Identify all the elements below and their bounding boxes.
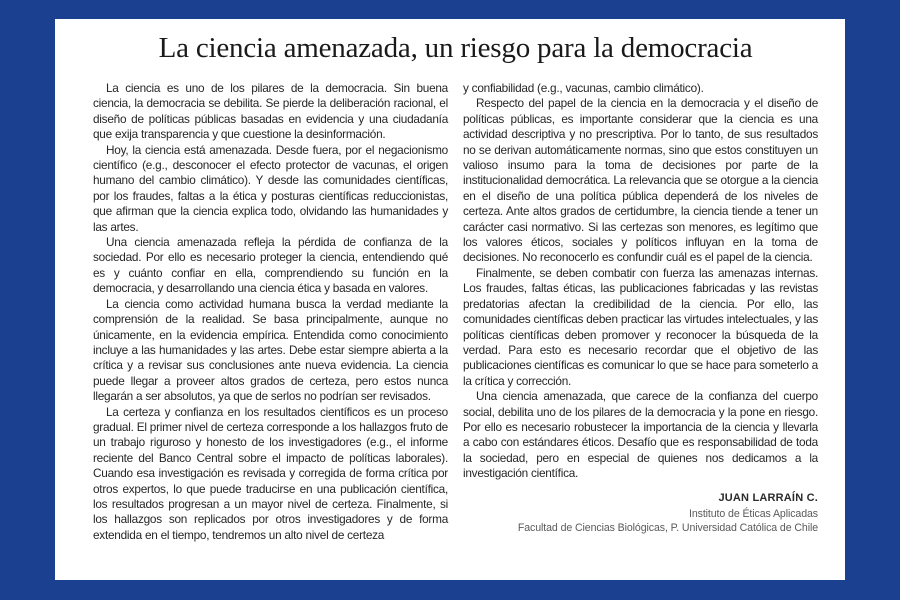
article-paragraph: Una ciencia amenazada, que carece de la confianza del cuerpo social, debilita uno de los pilares de la democracia y la pone en riesgo. Por ello es necesario robustecer la importancia de la ciencia y llevarla a cabo con estándares éticos. Desafío que es responsabilidad de toda la sociedad, pero en especial de quienes nos dedicamos a la investigación científica.	[463, 389, 818, 481]
left-column	[93, 81, 448, 543]
article-paragraph: y confiabilidad (e.g., vacunas, cambio climático).	[463, 81, 704, 95]
article-paragraph: Una ciencia amenazada refleja la pérdida de confianza de la sociedad. Por ello es necesario proteger la ciencia, entendiendo qué es y cuánto confiar en ella, comprendiendo su función en la democracia, y desarrollando una ciencia ética y basada en valores.	[93, 235, 448, 296]
article-paragraph: Finalmente, se deben combatir con fuerza las amenazas internas. Los fraudes, faltas éticas, las publicaciones fabricadas y las revistas predatorias afectan la credibilidad de la ciencia. Por ello, las comunidades científicas deben practicar las virtudes intelectuales, y las políticas científicas deben promover y reconocer la búsqueda de la verdad. Para esto es necesario recordar que el objetivo de las publicaciones científicas es comunicar lo que se hace para someterlo a la crítica y corrección.	[463, 265, 818, 388]
right-column	[463, 81, 818, 543]
article-paragraph: La ciencia es uno de los pilares de la democracia. Sin buena ciencia, la democracia se debilita. Se pierde la deliberación racional, el diseño de políticas públicas basadas en evidencia y una ciudadanía que exija transparencia y que cuestione la desinformación.	[93, 81, 448, 142]
right-column-paragraphs	[463, 81, 818, 482]
byline-affiliation-2: Facultad de Ciencias Biológicas, P. Universidad Católica de Chile	[517, 521, 818, 534]
article-paragraph: La ciencia como actividad humana busca la verdad mediante la comprensión de la realidad. Se basa principalmente, aunque no únicamente, en la evidencia empírica. Entendida como conocimiento incluye a las humanidades y las artes. Debe estar siempre abierta a la crítica y a revisar sus conclusiones ante nueva evidencia. La ciencia puede llegar a proveer altos grados de certeza, pero estos nunca llegarán a ser absolutos, ya que de serlos no podrían ser revisados.	[93, 296, 448, 404]
article-card	[55, 19, 845, 580]
article-paragraph: La certeza y confianza en los resultados científicos es un proceso gradual. El primer nivel de certeza corresponde a los hallazgos fruto de un trabajo riguroso y honesto de los investigadores (e.g., el informe reciente del Banco Central sobre el impacto de políticas laborales). Cuando esa investigación es revisada y corregida de forma crítica por otros expertos, lo que puede traducirse en una publicación científica, los resultados progresan a un mayor nivel de certeza. Finalmente, si los hallazgos son replicados por otros investigadores y de forma extendida en el tiempo, tendremos un alto nivel de certeza	[93, 404, 448, 542]
article-paragraph: Respecto del papel de la ciencia en la democracia y el diseño de políticas públicas, es importante considerar que la ciencia es una actividad descriptiva y no prescriptiva. Por lo tanto, de sus resultados no se derivan automáticamente normas, sino que estos constituyen un valioso insumo para la toma de decisiones por parte de la institucionalidad democrática. La relevancia que se otorgue a la ciencia en el diseño de una política pública dependerá de los niveles de certeza. Ante altos grados de certidumbre, la ciencia tiende a tener un carácter casi normativo. Si las certezas son menores, es legítimo que los valores éticos, sociales y políticos influyan en la toma de decisiones. No reconocerlo es confundir cuál es el papel de la ciencia.	[463, 96, 818, 265]
article-title: La ciencia amenazada, un riesgo para la democracia	[158, 32, 753, 64]
article-paragraph: Hoy, la ciencia está amenazada. Desde fuera, por el negacionismo científico (e.g., desconocer el efecto protector de vacunas, el origen humano del cambio climático). Y desde las comunidades científicas, por los fraudes, faltas a la ética y posturas científicas reduccionistas, que afirman que la ciencia explica todo, olvidando las humanidades y las artes.	[93, 142, 448, 234]
byline-affiliation-1: Instituto de Éticas Aplicadas	[688, 507, 818, 520]
byline	[463, 492, 818, 535]
article-body	[93, 81, 818, 543]
byline-author: JUAN LARRAÍN C.	[718, 491, 818, 504]
